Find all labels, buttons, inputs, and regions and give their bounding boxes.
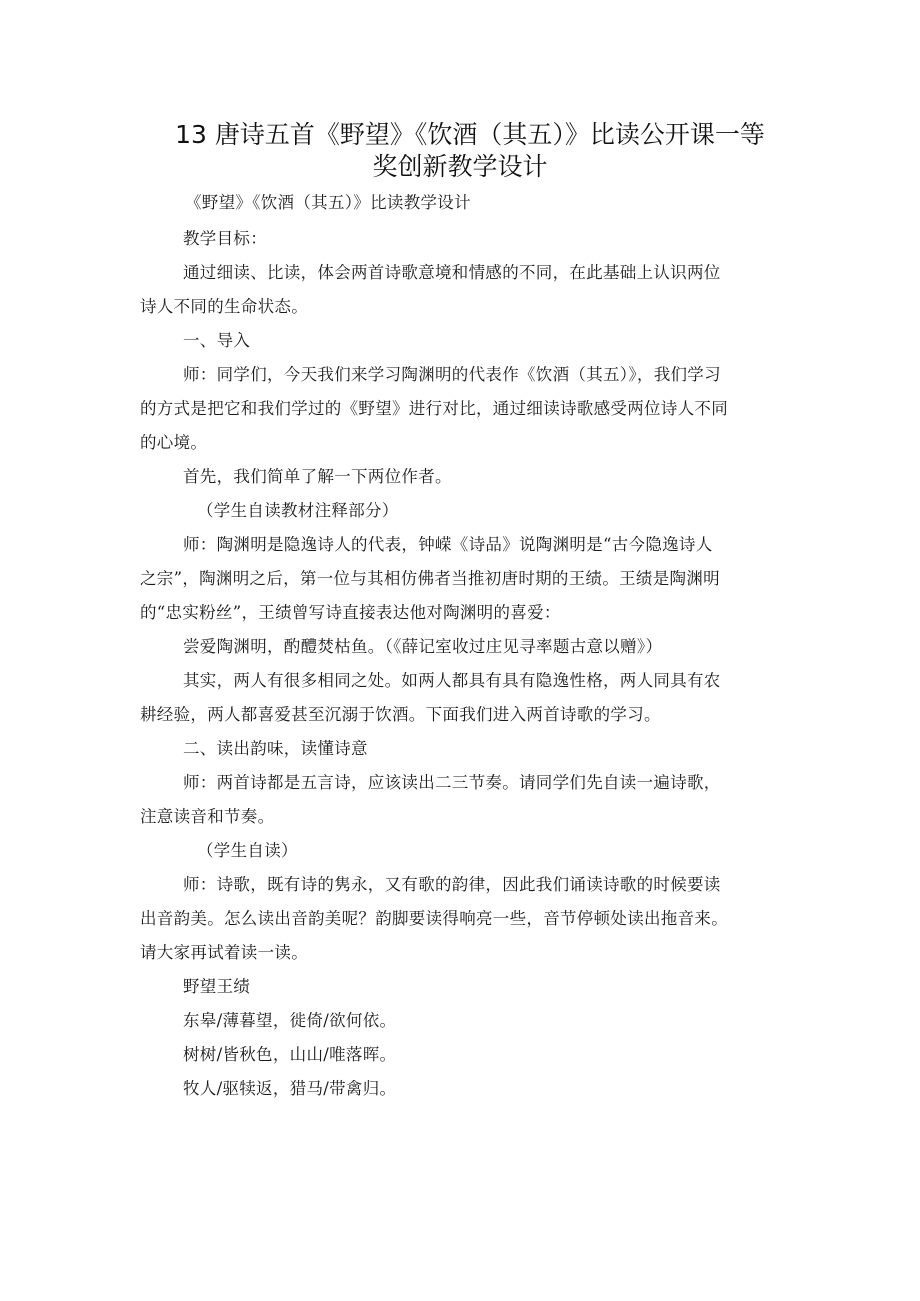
paragraph-line: 师：两首诗都是五言诗，应该读出二三节奏。请同学们先自读一遍诗歌，: [183, 773, 721, 792]
paragraph-line: 的“忠实粉丝”，王绩曾写诗直接表达他对陶渊明的喜爱：: [140, 603, 561, 622]
poem-line: 东皋/薄暮望，徙倚/欲何依。: [183, 1011, 397, 1030]
section-heading: 一、导入: [183, 331, 251, 350]
paragraph-line: 诗人不同的生命状态。: [140, 297, 308, 316]
paragraph-line: 教学目标：: [183, 229, 267, 248]
section-heading: 二、读出韵味，读懂诗意: [183, 739, 368, 758]
paragraph-line: 出音韵美。怎么读出音韵美呢？韵脚要读得响亮一些，音节停顿处读出拖音来。: [140, 909, 728, 928]
paragraph-line: 请大家再试着读一读。: [140, 943, 308, 962]
paragraph-line: 之宗”，陶渊明之后，第一位与其相仿佛者当推初唐时期的王绩。王绩是陶渊明: [140, 569, 720, 588]
quote-line: 尝爱陶渊明，酌醴焚枯鱼。（《薛记室收过庄见寻率题古意以赠》）: [183, 637, 663, 656]
document-subtitle: 《野望》《饮酒（其五）》比读教学设计: [185, 193, 471, 212]
poem-line: 树树/皆秋色，山山/唯落晖。: [183, 1045, 397, 1064]
paragraph-line: 通过细读、比读，体会两首诗歌意境和情感的不同，在此基础上认识两位: [183, 263, 721, 282]
paragraph-line: 首先，我们简单了解一下两位作者。: [183, 467, 452, 486]
poem-line: 牧人/驱犊返，猎马/带禽归。: [183, 1079, 397, 1098]
document-title-line-2: 奖创新教学设计: [372, 152, 548, 181]
poem-title: 野望王绩: [183, 977, 251, 996]
paragraph-line: 其实，两人有很多相同之处。如两人都具有具有隐逸性格，两人同具有农: [183, 671, 721, 690]
paragraph-line: 的心境。: [140, 433, 208, 452]
paragraph-line: （学生自读教材注释部分）: [197, 501, 399, 520]
paragraph-line: 耕经验，两人都喜爱甚至沉溺于饮酒。下面我们进入两首诗歌的学习。: [140, 705, 661, 724]
paragraph-line: 师：陶渊明是隐逸诗人的代表，钟嵘《诗品》说陶渊明是“古今隐逸诗人: [183, 535, 713, 554]
paragraph-line: 师：同学们，今天我们来学习陶渊明的代表作《饮酒（其五）》，我们学习: [183, 365, 721, 384]
paragraph-line: （学生自读）: [197, 841, 298, 860]
paragraph-line: 师：诗歌，既有诗的隽永，又有歌的韵律，因此我们诵读诗歌的时候要读: [183, 875, 721, 894]
paragraph-line: 注意读音和节奏。: [140, 807, 275, 826]
document-title-line-1: 13 唐诗五首《野望》《饮酒（其五）》比读公开课一等: [175, 120, 765, 149]
paragraph-line: 的方式是把它和我们学过的《野望》进行对比，通过细读诗歌感受两位诗人不同: [140, 399, 728, 418]
